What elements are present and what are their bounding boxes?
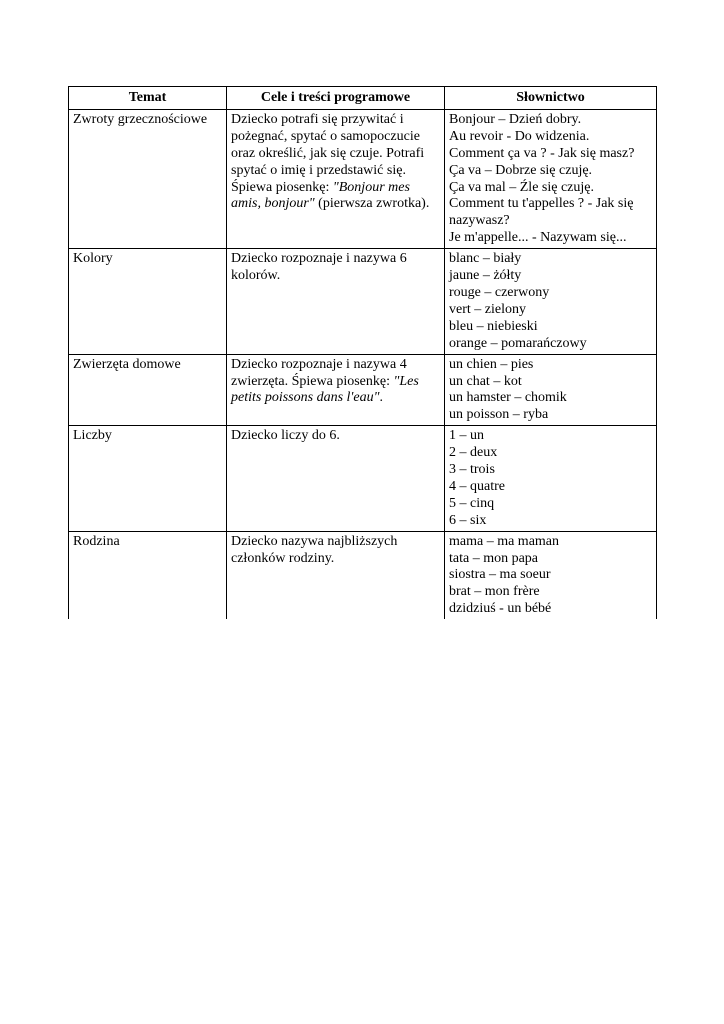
vocabulary-item: un chat – kot (449, 373, 522, 389)
goals-text: . (379, 390, 383, 406)
vocabulary-item: 6 – six (449, 512, 487, 528)
vocabulary-item: 4 – quatre (449, 478, 505, 494)
vocabulary-item: rouge – czerwony (449, 284, 550, 300)
song-title: "Les petits poissons dans l'eau" (231, 373, 419, 406)
topic-cell: Zwierzęta domowe (69, 354, 227, 426)
table-header (69, 87, 657, 110)
vocabulary-item: Comment ça va ? - Jak się masz? (449, 145, 635, 161)
vocabulary-item: Bonjour – Dzień dobry. (449, 111, 582, 127)
vocabulary-cell (445, 109, 657, 248)
song-title: "Bonjour mes amis, bonjour" (231, 179, 410, 212)
header-topic: Temat (69, 87, 227, 110)
header-row (69, 87, 657, 110)
goals-cell (227, 531, 445, 619)
goals-text: Dziecko nazywa najbliższych członków rodziny. (231, 533, 398, 566)
vocabulary-item: un chien – pies (449, 356, 534, 372)
header-vocabulary: Słownictwo (445, 87, 657, 110)
goals-text: Dziecko rozpoznaje i nazywa 4 zwierzęta. Śpiewa piosenkę: (231, 356, 407, 389)
vocabulary-item: tata – mon papa (449, 550, 539, 566)
topic-cell: Liczby (69, 426, 227, 531)
vocabulary-item: un poisson – ryba (449, 407, 549, 423)
vocabulary-item: 3 – trois (449, 462, 495, 478)
table-row (69, 426, 657, 531)
table-row (69, 249, 657, 354)
goals-cell (227, 109, 445, 248)
goals-text: Dziecko liczy do 6. (231, 428, 340, 444)
vocabulary-cell (445, 354, 657, 426)
table-row (69, 354, 657, 426)
goals-text: Dziecko rozpoznaje i nazywa 6 kolorów. (231, 251, 407, 284)
curriculum-table (68, 86, 657, 619)
vocabulary-item: Ça va – Dobrze się czuję. (449, 162, 593, 178)
topic-cell: Kolory (69, 249, 227, 354)
goals-text: (pierwsza zwrotka). (314, 196, 430, 212)
vocabulary-cell (445, 426, 657, 531)
vocabulary-item: 1 – un (449, 428, 484, 444)
vocabulary-cell (445, 531, 657, 619)
vocabulary-item: Je m'appelle... - Nazywam się... (449, 230, 627, 246)
vocabulary-item: brat – mon frère (449, 584, 540, 600)
vocabulary-item: vert – zielony (449, 301, 526, 317)
vocabulary-item: 5 – cinq (449, 495, 495, 511)
vocabulary-item: Ça va mal – Źle się czuję. (449, 179, 594, 195)
vocabulary-item: bleu – niebieski (449, 318, 538, 334)
table-row (69, 109, 657, 248)
table-body (69, 109, 657, 619)
header-goals: Cele i treści programowe (227, 87, 445, 110)
vocabulary-item: un hamster – chomik (449, 390, 567, 406)
vocabulary-item: Au revoir - Do widzenia. (449, 128, 590, 144)
vocabulary-item: Comment tu t'appelles ? - Jak się nazywasz? (449, 196, 634, 229)
vocabulary-item: siostra – ma soeur (449, 567, 551, 583)
goals-cell (227, 249, 445, 354)
topic-cell: Rodzina (69, 531, 227, 619)
vocabulary-item: dzidziuś - un bébé (449, 601, 552, 617)
table-row (69, 531, 657, 619)
vocabulary-item: orange – pomarańczowy (449, 335, 587, 351)
vocabulary-item: blanc – biały (449, 251, 522, 267)
vocabulary-item: jaune – żółty (449, 268, 522, 284)
goals-cell (227, 426, 445, 531)
topic-cell: Zwroty grzecznościowe (69, 109, 227, 248)
goals-text: Dziecko potrafi się przywitać i pożegnać, spytać o samopoczucie oraz określić, jak się czuje. Potrafi spytać o imię i przedstawić się. Śpiewa piosenkę: (231, 111, 425, 195)
goals-cell (227, 354, 445, 426)
vocabulary-item: mama – ma maman (449, 533, 560, 549)
vocabulary-cell (445, 249, 657, 354)
vocabulary-item: 2 – deux (449, 445, 498, 461)
